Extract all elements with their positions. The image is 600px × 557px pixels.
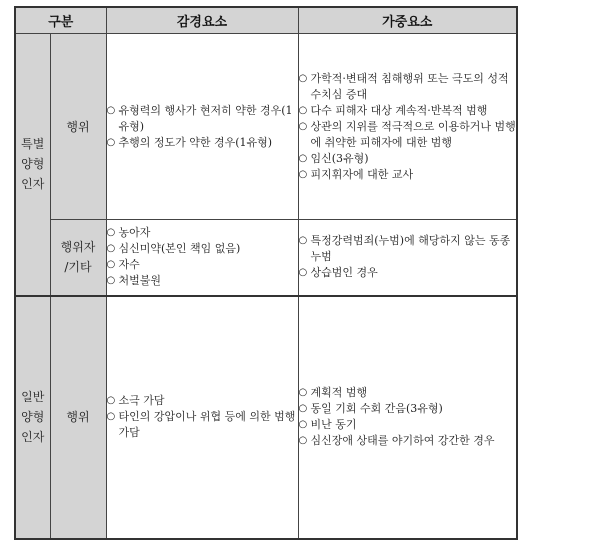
aggravating-list (299, 385, 517, 449)
aggravating-list (299, 71, 517, 183)
list-item: ○ 유형력의 행사가 현저히 약한 경우(1유형) (107, 103, 298, 135)
general-factors-label (15, 296, 50, 539)
header-category: 구분 (15, 7, 106, 34)
list-item: ○ 비난 동기 (299, 417, 517, 433)
list-item: ○ 소극 가담 (107, 393, 298, 409)
list-item: ○ 가학적·변태적 침해행위 또는 극도의 성적 수치심 증대 (299, 71, 517, 103)
sub-label-line: 행위 (66, 410, 90, 424)
special-factors-label (15, 34, 50, 296)
header-mitigating: 감경요소 (106, 7, 298, 34)
mitigating-list (107, 393, 298, 441)
sub-label-line: /기타 (64, 260, 92, 275)
group-label-line: 인자 (21, 430, 45, 444)
list-item: ○ 타인의 강압이나 위협 등에 의한 범행가담 (107, 409, 298, 441)
special-factors-actor-row (15, 220, 517, 296)
mitigating-cell (106, 296, 298, 539)
actor-other-label (50, 220, 106, 296)
mitigating-cell (106, 220, 298, 296)
list-item: ○ 상관의 지위를 적극적으로 이용하거나 범행에 취약한 피해자에 대한 범행 (299, 119, 517, 151)
aggravating-cell (298, 34, 517, 220)
header-aggravating: 가중요소 (298, 7, 517, 34)
group-label-line: 인자 (21, 177, 45, 192)
list-item: ○ 동일 기회 수회 간음(3유형) (299, 401, 517, 417)
list-item: ○ 자수 (107, 257, 298, 273)
group-label-line: 양형 (21, 157, 45, 172)
list-item: ○ 처벌불원 (107, 273, 298, 289)
aggravating-list (299, 233, 517, 281)
list-item: ○ 계획적 범행 (299, 385, 517, 401)
general-factors-act-row (15, 296, 517, 539)
sentencing-factors-table (14, 6, 518, 540)
aggravating-cell (298, 220, 517, 296)
mitigating-list (107, 103, 298, 151)
group-label-line: 일반 (21, 390, 45, 404)
sub-label-line: 행위자 (60, 240, 96, 255)
group-label-line: 특별 (21, 137, 45, 152)
group-label-line: 양형 (21, 410, 45, 424)
list-item: ○ 피지휘자에 대한 교사 (299, 167, 517, 183)
aggravating-cell (298, 296, 517, 539)
list-item: ○ 추행의 정도가 약한 경우(1유형) (107, 135, 298, 151)
list-item: ○ 임신(3유형) (299, 151, 517, 167)
mitigating-list (107, 225, 298, 289)
act-label (50, 296, 106, 539)
list-item: ○ 농아자 (107, 225, 298, 241)
header-row (15, 7, 517, 34)
special-factors-act-row (15, 34, 517, 220)
list-item: ○ 심신장애 상태를 야기하여 강간한 경우 (299, 433, 517, 449)
mitigating-cell (106, 34, 298, 220)
list-item: ○ 특정강력범죄(누범)에 해당하지 않는 동종 누범 (299, 233, 517, 265)
list-item: ○ 상습범인 경우 (299, 265, 517, 281)
list-item: ○ 다수 피해자 대상 계속적·반복적 범행 (299, 103, 517, 119)
sub-label-line: 행위 (66, 119, 90, 134)
list-item: ○ 심신미약(본인 책임 없음) (107, 241, 298, 257)
act-label (50, 34, 106, 220)
